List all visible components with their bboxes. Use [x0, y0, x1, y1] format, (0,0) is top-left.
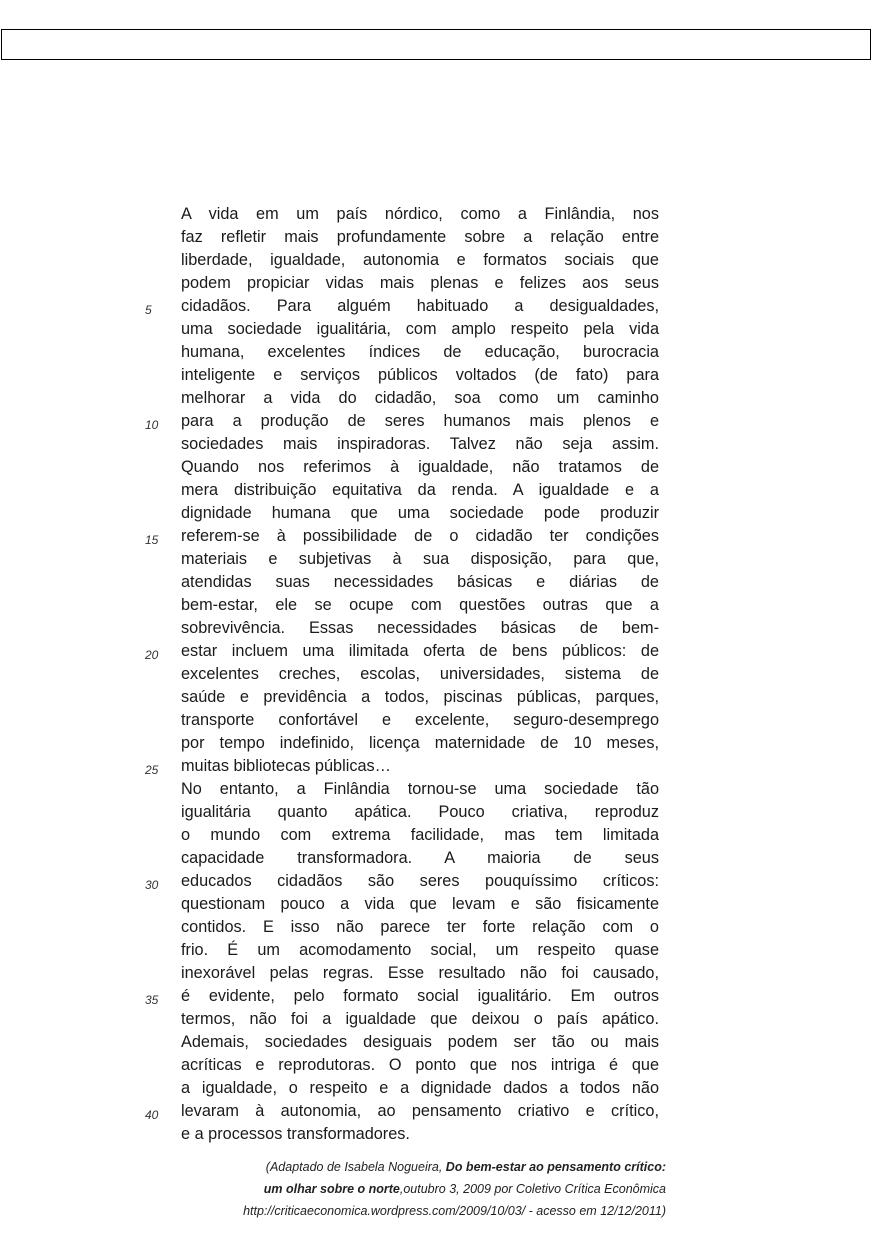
line-number: 15 [145, 533, 159, 547]
line-number: 10 [145, 418, 159, 432]
passage-line: cidadãos. Para alguém habituado a desigualdades, [181, 297, 659, 315]
passage-line: capacidade transformadora. A maioria de seus [181, 849, 659, 867]
passage-line: muitas bibliotecas públicas… [181, 757, 391, 775]
passage-line: podem propiciar vidas mais plenas e felizes aos seus [181, 274, 659, 292]
line-number: 25 [145, 763, 159, 777]
passage-line: faz refletir mais profundamente sobre a relação entre [181, 228, 659, 246]
citation-author: (Adaptado de Isabela Nogueira, [265, 1160, 446, 1174]
passage-line: inteligente e serviços públicos voltados (de fato) para [181, 366, 659, 384]
passage-line: atendidas suas necessidades básicas e diárias de [181, 573, 659, 591]
citation-url: http://criticaeconomica.wordpress.com/2009/10/03/ - acesso em 12/12/2011) [243, 1204, 666, 1218]
passage-line: por tempo indefinido, licença maternidade de 10 meses, [181, 734, 659, 752]
line-number: 20 [145, 648, 159, 662]
passage-line: é evidente, pelo formato social igualitário. Em outros [181, 987, 659, 1005]
passage-line: e a processos transformadores. [181, 1125, 410, 1143]
passage-line: estar incluem uma ilimitada oferta de bens públicos: de [181, 642, 659, 660]
passage-line: excelentes creches, escolas, universidades, sistema de [181, 665, 659, 683]
passage-line: referem-se à possibilidade de o cidadão ter condições [181, 527, 659, 545]
passage-line: liberdade, igualdade, autonomia e formatos sociais que [181, 251, 659, 269]
passage-line: igualitária quanto apática. Pouco criativa, reproduz [181, 803, 659, 821]
passage-line: Quando nos referimos à igualdade, não tratamos de [181, 458, 659, 476]
citation-title-part-2: um olhar sobre o norte [263, 1182, 400, 1196]
line-number: 30 [145, 878, 159, 892]
citation-date-publisher: ,outubro 3, 2009 por Coletivo Crítica Econômica [399, 1182, 666, 1196]
passage-line: acríticas e reprodutoras. O ponto que nos intriga é que [181, 1056, 659, 1074]
citation-line-2 [150, 1178, 666, 1200]
passage-line: dignidade humana que uma sociedade pode produzir [181, 504, 659, 522]
passage-line: bem-estar, ele se ocupe com questões outras que a [181, 596, 659, 614]
passage-line: mera distribuição equitativa da renda. A igualdade e a [181, 481, 659, 499]
citation-line-1 [150, 1156, 666, 1178]
passage-line: materiais e subjetivas à sua disposição, para que, [181, 550, 659, 568]
citation-title-part-1: Do bem-estar ao pensamento crítico: [445, 1160, 666, 1174]
passage-line: questionam pouco a vida que levam e são fisicamente [181, 895, 659, 913]
passage-line: melhorar a vida do cidadão, soa como um caminho [181, 389, 659, 407]
line-number: 40 [145, 1108, 159, 1122]
passage-line: A vida em um país nórdico, como a Finlândia, nos [181, 205, 659, 223]
passage-line: termos, não foi a igualdade que deixou o país apático. [181, 1010, 659, 1028]
answer-header-box [1, 29, 871, 60]
line-number: 5 [145, 303, 152, 317]
passage-line: contidos. E isso não parece ter forte relação com o [181, 918, 659, 936]
passage-line: o mundo com extrema facilidade, mas tem limitada [181, 826, 659, 844]
passage-line: levaram à autonomia, ao pensamento criativo e crítico, [181, 1102, 659, 1120]
passage-line: Ademais, sociedades desiguais podem ser tão ou mais [181, 1033, 659, 1051]
passage-line: para a produção de seres humanos mais plenos e [181, 412, 659, 430]
passage-line: transporte confortável e excelente, seguro-desemprego [181, 711, 659, 729]
passage-line: sociedades mais inspiradoras. Talvez não seja assim. [181, 435, 659, 453]
passage-line: sobrevivência. Essas necessidades básicas de bem- [181, 619, 659, 637]
passage-line: uma sociedade igualitária, com amplo respeito pela vida [181, 320, 659, 338]
passage-line: a igualdade, o respeito e a dignidade dados a todos não [181, 1079, 659, 1097]
passage-line: No entanto, a Finlândia tornou-se uma sociedade tão [181, 780, 659, 798]
passage-line: inexorável pelas regras. Esse resultado não foi causado, [181, 964, 659, 982]
passage-line: educados cidadãos são seres pouquíssimo críticos: [181, 872, 659, 890]
passage-line: frio. É um acomodamento social, um respeito quase [181, 941, 659, 959]
passage-line: humana, excelentes índices de educação, burocracia [181, 343, 659, 361]
passage-line: saúde e previdência a todos, piscinas públicas, parques, [181, 688, 659, 706]
line-number: 35 [145, 993, 159, 1007]
